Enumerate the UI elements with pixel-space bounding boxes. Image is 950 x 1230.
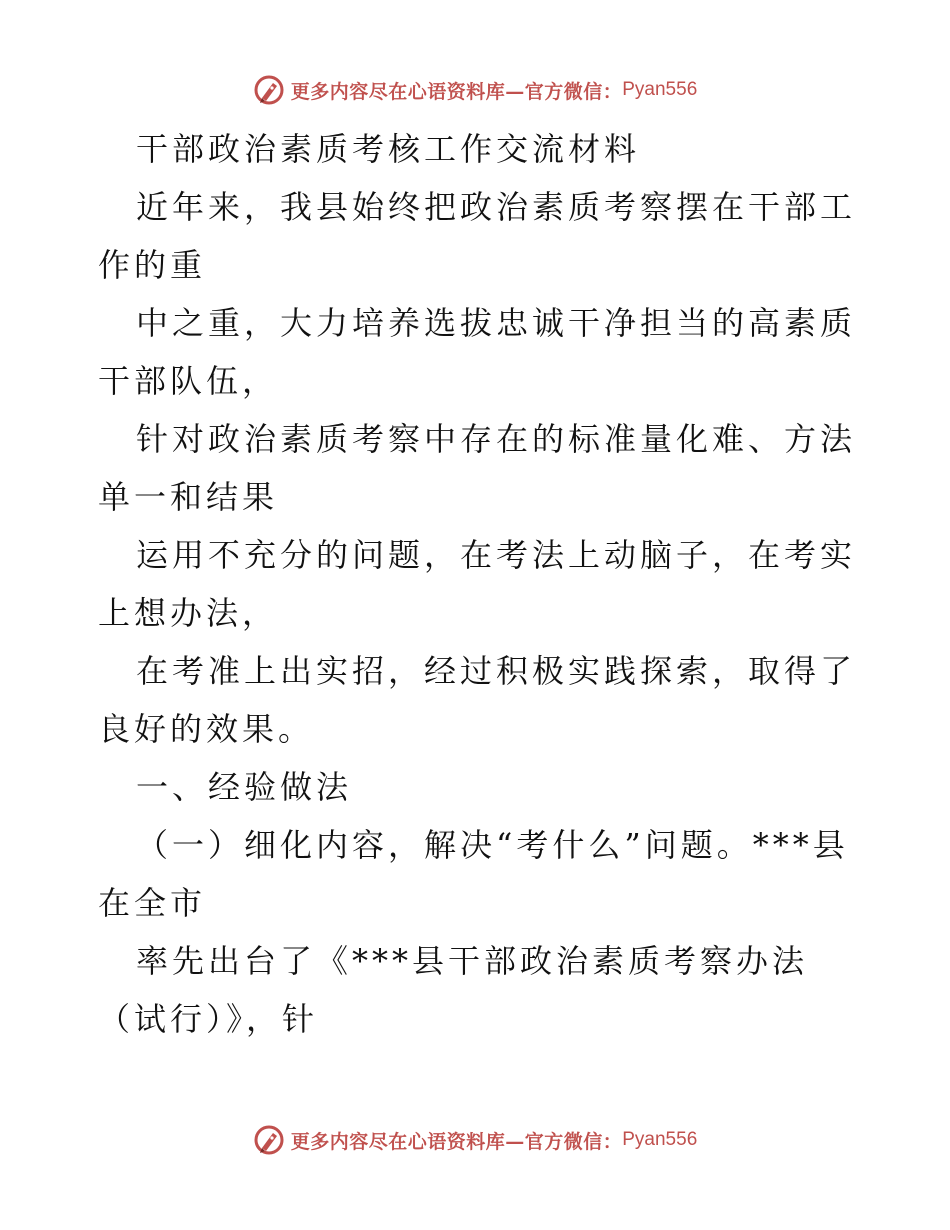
watermark-text: 更多内容尽在心语资料库—官方微信： [290, 1130, 623, 1153]
paragraph-line: 率先出台了《***县干部政治素质考察办法（试行）》，针 [98, 942, 809, 1038]
watermark-wechat-id: Pyan556 [622, 79, 698, 100]
watermark-wechat-id: Pyan556 [622, 1129, 698, 1150]
watermark-banner-bottom [0, 1120, 950, 1160]
paragraph-line: 近年来，我县始终把政治素质考察摆在干部工作的重 [98, 188, 857, 284]
paragraph-line: （一）细化内容，解决“考什么”问题。***县在全市 [98, 826, 849, 922]
document-body [98, 120, 858, 1048]
watermark-banner-top [0, 70, 950, 110]
watermark-text: 更多内容尽在心语资料库—官方微信： [290, 80, 623, 103]
pen-logo-icon [253, 1124, 285, 1156]
section-heading: 一、经验做法 [136, 768, 353, 806]
pen-logo-icon [253, 74, 285, 106]
paragraph-line: 在考准上出实招，经过积极实践探索，取得了良好的效果。 [98, 652, 857, 748]
paragraph-line: 中之重，大力培养选拔忠诚干净担当的高素质干部队伍， [98, 304, 857, 400]
paragraph-line: 运用不充分的问题，在考法上动脑子，在考实上想办法， [98, 536, 857, 632]
paragraph-line: 针对政治素质考察中存在的标准量化难、方法单一和结果 [98, 420, 857, 516]
document-title: 干部政治素质考核工作交流材料 [136, 130, 641, 168]
